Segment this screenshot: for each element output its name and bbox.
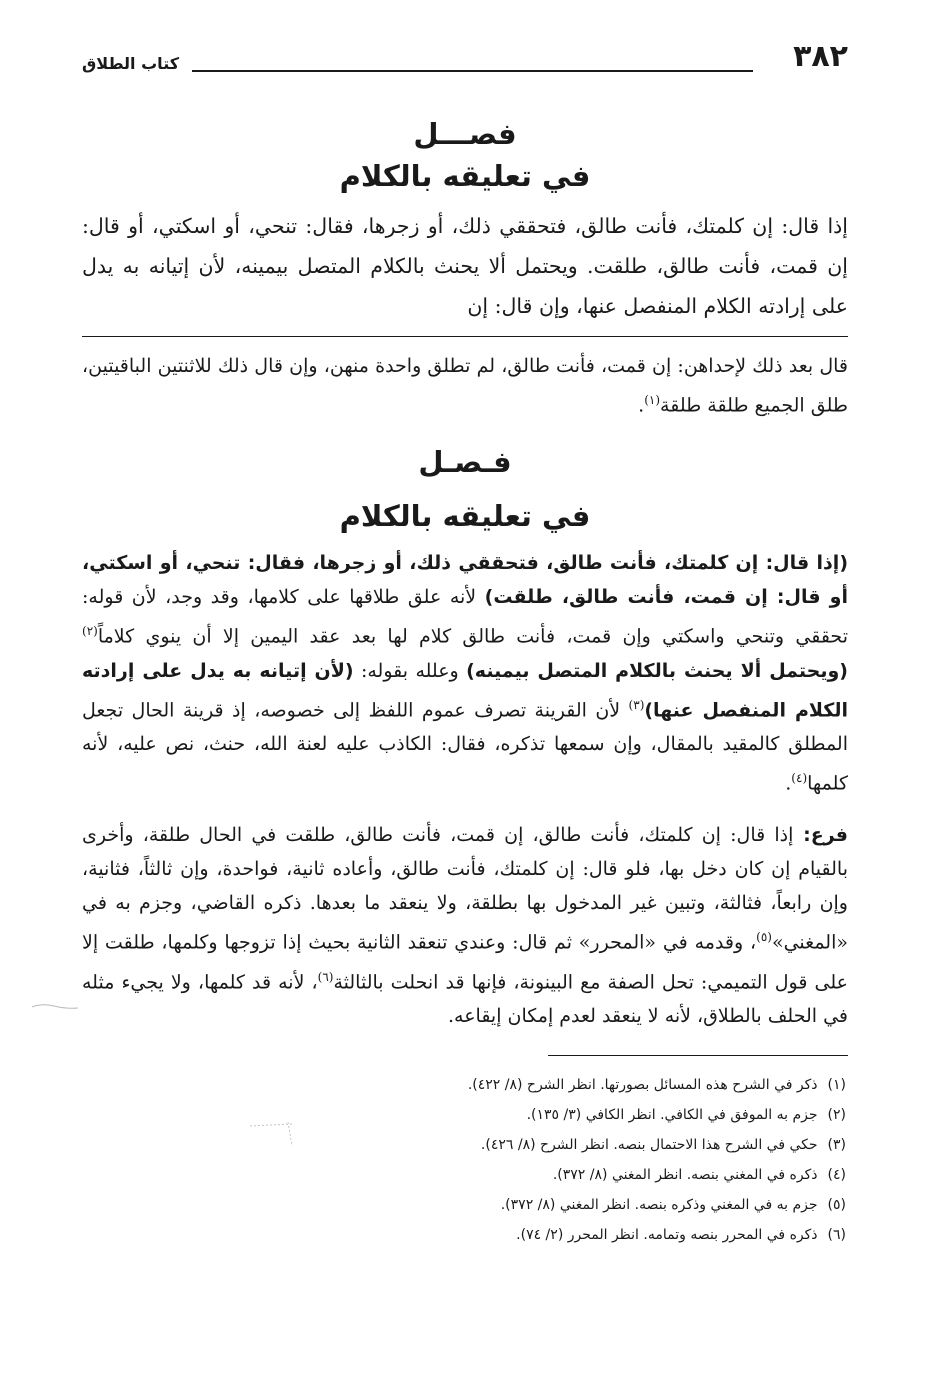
footnote-ref[interactable]: (٦) [317,969,334,984]
commentary-text: ، لأنه قد كلمها، ولا يجيء مثله في الحلف بالطلاق، لأنه لا ينعقد لعدم إمكان إيقاعه. [82,970,848,1027]
quoted-matn: (لأن إتيانه به يدل على إرادته الكلام المنفصل عنها) [82,659,848,721]
footnote-item [82,1160,846,1190]
footnote-number: (٤) [827,1166,846,1183]
book-page [82,40,848,1250]
footnote-item [82,1070,846,1100]
page-number: ٣٨٢ [793,39,848,74]
commentary-continuation [82,349,848,422]
footnote-text: جزم به الموفق في الكافي. انظر الكافي (٣/ ١٣٥). [526,1106,818,1123]
footnote-text: ذكره في المغني بنصه. انظر المغني (٨/ ٣٧٢). [552,1166,818,1183]
header-rule [192,70,753,72]
commentary-text: لأن القرينة تصرف عموم اللفظ إلى خصوصه، إذ قرينة الحال تجعل المطلق كالمقيد بالمقال، وإن سمعها تذكره، فقال: الكاذب عليه لعنة الله، حنث، نص عليه، لأنه كلمها [82,698,848,795]
period: . [785,772,792,795]
footnote-number: (٥) [827,1196,846,1213]
commentary-text: وعلله بقوله: [353,659,467,682]
commentary-text: إذا قال: إن كلمتك، فأنت طالق، إن قمت، فأنت طالق، طلقت في الحال طلقة، وأخرى بالقيام إن كان دخل بها، فلو قال: إن كلمتك، فأنت طالق، وأعاده ثانية، فواحدة، وإن ثالثاً، فثانية، وإن رابعاً، فثالثة، وتبين غير المدخول بها بطلقة، ولا ينعقد ما بعدها. ذكره القاضي، وجزم به في «المغني» [82,824,848,954]
quoted-matn: (ويحتمل ألا يحنث بالكلام المتصل بيمينه) [466,659,848,682]
pencil-mark [248,1118,308,1148]
period: . [638,394,645,417]
footnote-ref[interactable]: (٣) [628,697,645,712]
commentary-text: قال بعد ذلك لإحداهن: إن قمت، فأنت طالق، لم تطلق واحدة منهن، وإن قال ذلك للاثنتين الباقيتين، طلق الجميع طلقة طلقة [82,355,848,417]
footnote-number: (٦) [827,1226,846,1243]
footnote-rule [548,1055,848,1056]
footnote-text: ذكره في المحرر بنصه وتمامه. انظر المحرر (٢/ ٧٤). [516,1226,818,1243]
section-heading: فصـــل [413,117,517,151]
footnote-ref[interactable]: (٤) [791,770,808,785]
commentary-text: لأنه علق طلاقها على كلامها، وقد وجد، لأن قوله: تحققي وتنحي واسكتي وإن قمت، فأنت طالق كلام لها بعد عقد اليمين إلا أن ينوي كلاماً [82,586,848,648]
footnote-item [82,1220,846,1250]
section-subheading: في تعليقه بالكلام [339,159,591,193]
footnote-ref[interactable]: (١) [644,393,661,407]
matn-divider [82,336,848,337]
book-title: كتاب الطلاق [82,54,180,73]
footnote-item [82,1130,846,1160]
quoted-matn: (إذا قال: إن كلمتك، فأنت طالق، فتحققي ذلك، أو زجرها، فقال: تنحي، أو اسكتي، أو قال: إن قمت، فأنت طالق، طلقت) [82,552,848,609]
footnote-number: (١) [827,1076,846,1093]
running-header [82,40,848,80]
footnote-ref[interactable]: (٥) [756,930,772,945]
commentary-paragraph [82,546,848,800]
matn-text: إذا قال: إن كلمتك، فأنت طالق، فتحققي ذلك، أو زجرها، فقال: تنحي، أو اسكتي، أو قال: إن قمت، فأنت طالق، طلقت. ويحتمل ألا يحنث بالكلام المتصل بيمينه، لأن إتيانه به يدل على إرادته الكلام المنفصل عنها، وإن قال: إن [82,214,848,318]
footnote-text: ذكر في الشرح هذه المسائل بصورتها. انظر الشرح (٨/ ٤٢٢). [467,1076,818,1093]
footnote-number: (٣) [827,1136,846,1153]
footnote-number: (٢) [827,1106,846,1123]
footnote-item [82,1190,846,1220]
commentary-section-subheading: في تعليقه بالكلام [339,499,591,534]
footnote-ref[interactable]: (٢) [82,624,98,639]
commentary-section-heading: فـصـل [418,445,512,480]
pencil-mark [30,1000,80,1014]
footnote-text: حكي في الشرح هذا الاحتمال بنصه. انظر الشرح (٨/ ٤٢٦). [480,1136,818,1153]
footnote-item [82,1100,846,1130]
footnote-text: جزم به في المغني وذكره بنصه. انظر المغني (٨/ ٣٧٢). [500,1196,818,1213]
far-label: فرع: [793,824,848,847]
commentary-text: ، وقدمه في «المحرر» ثم قال: وعندي تنعقد الثانية بحيث إذا تزوجها وكلمها، طلقت إلا على قول التميمي: تحل الصفة مع البينونة، فإنها قد انحلت بالثالثة [82,931,848,993]
far-paragraph [82,818,848,1033]
footnotes-list [82,1070,848,1250]
